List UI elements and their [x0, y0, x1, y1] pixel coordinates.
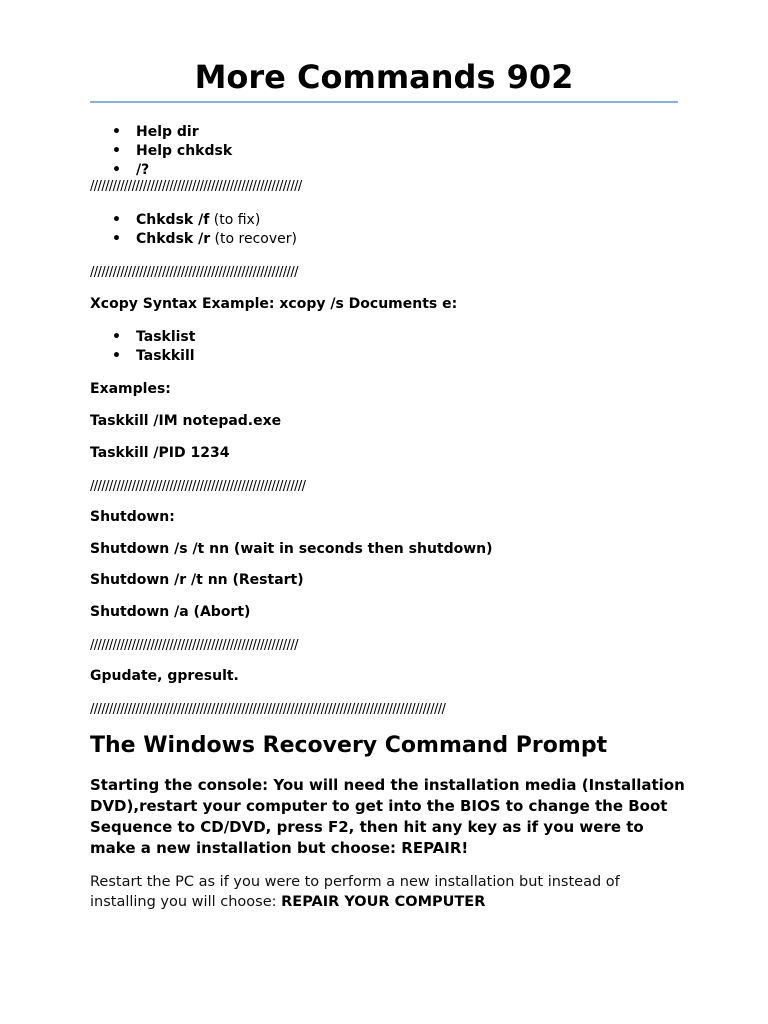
bullet-icon: •: [112, 143, 121, 159]
bullet-icon: •: [112, 124, 121, 140]
list-item: • Tasklist: [112, 329, 196, 345]
separator-line: ///////////////////////////////////////////////////////: [90, 265, 298, 280]
taskkill-im-example: Taskkill /IM notepad.exe: [90, 413, 282, 429]
help-commands-list: [90, 123, 232, 180]
chkdsk-commands-list: [90, 211, 297, 249]
separator-line: ///////////////////////////////////////////////////////: [90, 638, 298, 653]
examples-label: Examples:: [90, 381, 171, 397]
separator-line: ////////////////////////////////////////////////////////: [90, 179, 302, 194]
console-paragraph: Starting the console: You will need the installation media (Installation DVD),restart your computer to get into the BIOS to change the Boot Sequence to CD/DVD, press F2, then hit any key as if you were to make a new installation but choose: REPAIR!: [90, 776, 685, 857]
shutdown-s-command: Shutdown /s /t nn (wait in seconds then shutdown): [90, 541, 493, 557]
shutdown-a-command: Shutdown /a (Abort): [90, 604, 251, 620]
list-item: • Chkdsk /r (to recover): [112, 231, 297, 247]
separator-line: //////////////////////////////////////////////////////////////////////////////////////////////: [90, 702, 446, 717]
taskkill-pid-example: Taskkill /PID 1234: [90, 445, 230, 461]
restart-emphasis: REPAIR YOUR COMPUTER: [281, 894, 486, 910]
task-commands-list: [90, 328, 195, 366]
title-underline: [90, 101, 678, 103]
xcopy-example: Xcopy Syntax Example: xcopy /s Documents e:: [90, 296, 458, 312]
bullet-icon: •: [112, 231, 121, 247]
section-heading: The Windows Recovery Command Prompt: [90, 733, 608, 758]
restart-paragraph: [90, 872, 690, 912]
bullet-icon: •: [112, 348, 121, 364]
bullet-icon: •: [112, 162, 121, 178]
list-item: • Taskkill: [112, 348, 195, 364]
list-item: • Chkdsk /f (to fix): [112, 212, 261, 228]
list-item: • Help dir: [112, 124, 199, 140]
list-item: • Help chkdsk: [112, 143, 233, 159]
bullet-icon: •: [112, 212, 121, 228]
restart-paragraph-text: Restart the PC as if you were to perform a new installation but instead of installing you will choose:: [90, 874, 620, 910]
shutdown-r-command: Shutdown /r /t nn (Restart): [90, 572, 304, 588]
bullet-icon: •: [112, 329, 121, 345]
list-item: • /?: [112, 162, 150, 178]
gpupdate-command: Gpudate, gpresult.: [90, 668, 239, 684]
shutdown-label: Shutdown:: [90, 509, 175, 525]
separator-line: /////////////////////////////////////////////////////////: [90, 479, 306, 494]
page-title: More Commands 902: [194, 58, 574, 96]
